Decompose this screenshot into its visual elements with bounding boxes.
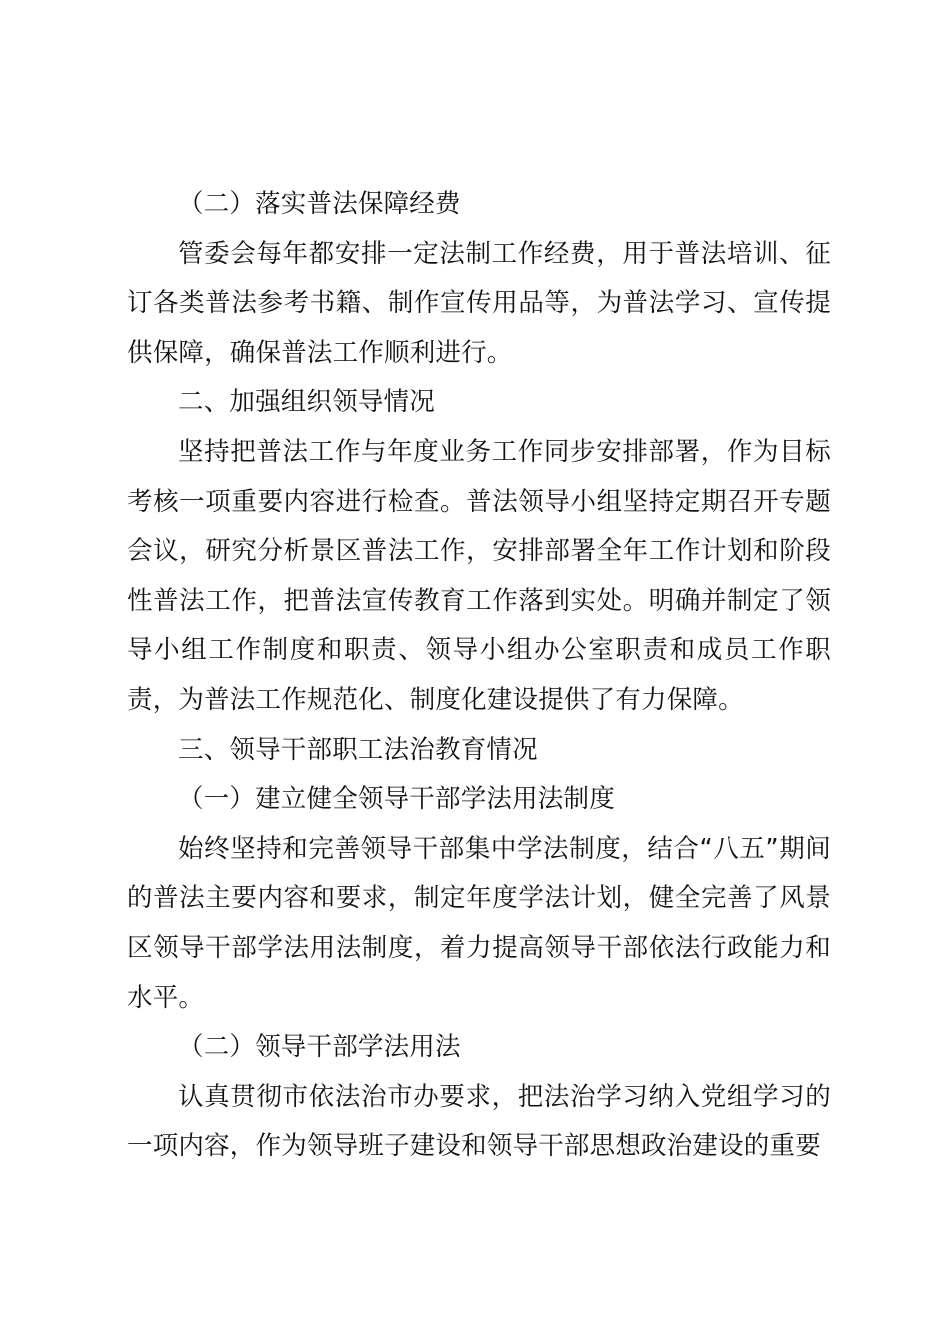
- paragraph-study: 认真贯彻市依法治市办要求，把法治学习纳入党组学习的一项内容，作为领导班子建设和领导干部思想政治建设的重要: [127, 1081, 831, 1162]
- section-heading-funding: （二）落实普法保障经费: [178, 189, 461, 219]
- section-heading-leadership: 二、加强组织领导情况: [178, 387, 436, 418]
- paragraph-system: 始终坚持和完善领导干部集中学法制度，结合“八五”期间的普法主要内容和要求，制定年度学法计划，健全完善了风景区领导干部学法用法制度，着力提高领导干部依法行政能力和水平。: [127, 833, 831, 1013]
- document-body: [127, 180, 831, 1172]
- subsection-heading-system: （一）建立健全领导干部学法用法制度: [178, 784, 615, 815]
- subsection-heading-study: （二）领导干部学法用法: [178, 1032, 461, 1063]
- paragraph-leadership: 坚持把普法工作与年度业务工作同步安排部署，作为目标考核一项重要内容进行检查。普法领导小组坚持定期召开专题会议，研究分析景区普法工作，安排部署全年工作计划和阶段性普法工作，把普法宣传教育工作落到实处。明确并制定了领导小组工作制度和职责、领导小组办公室职责和成员工作职责，为普法工作规范化、制度化建设提供了有力保障。: [127, 436, 831, 715]
- paragraph-funding: 管委会每年都安排一定法制工作经费，用于普法培训、征订各类普法参考书籍、制作宣传用品等，为普法学习、宣传提供保障，确保普法工作顺利进行。: [127, 238, 831, 368]
- section-heading-education: 三、领导干部职工法治教育情况: [178, 734, 538, 765]
